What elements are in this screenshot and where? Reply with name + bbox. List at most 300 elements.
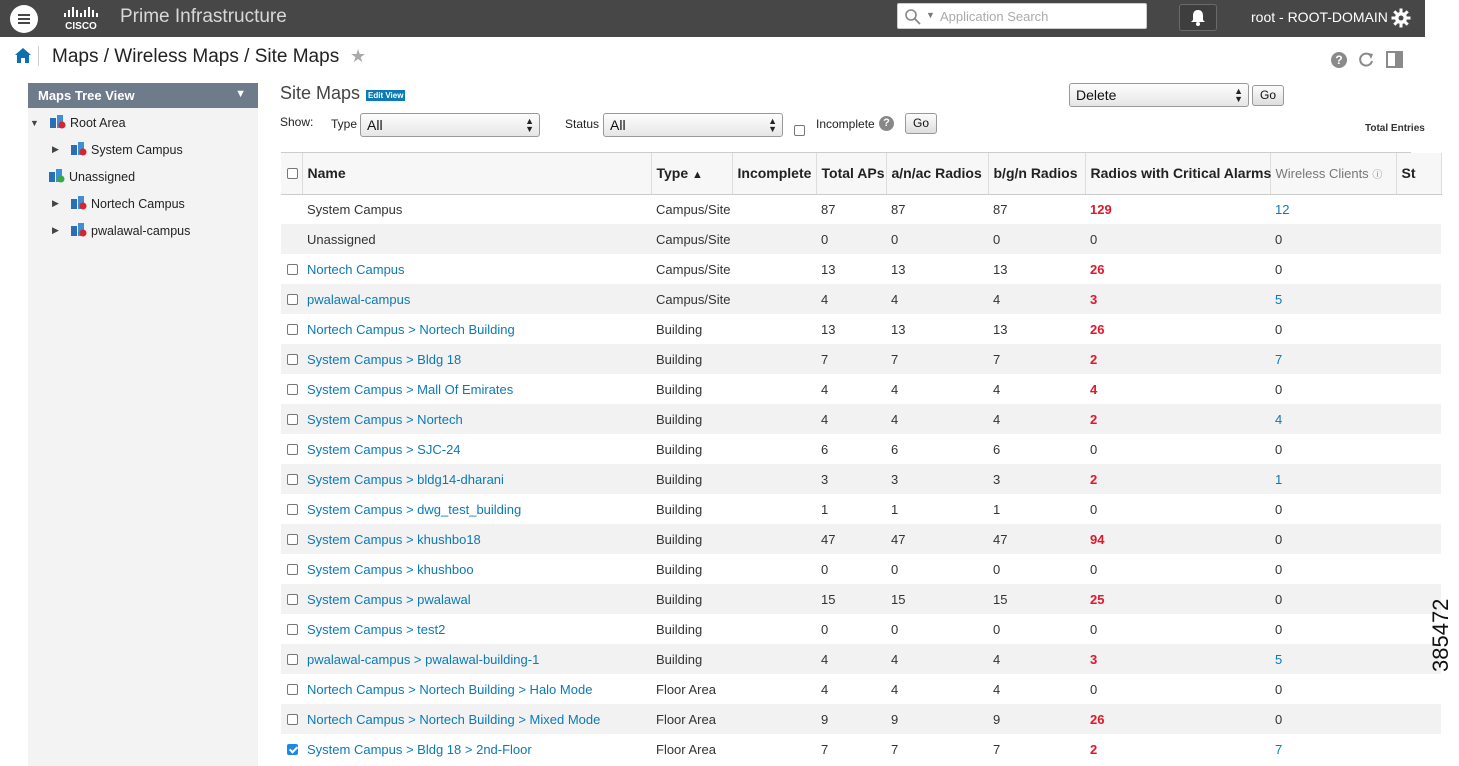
- col-name[interactable]: Name: [302, 153, 651, 194]
- row-bgn-radios: 4: [993, 681, 1001, 697]
- row-checkbox[interactable]: [287, 744, 298, 755]
- application-search[interactable]: [897, 3, 1147, 29]
- row-an-ac-radios: 0: [886, 224, 988, 254]
- row-checkbox-cell: [281, 254, 302, 284]
- type-filter-label: Type: [331, 117, 358, 131]
- site-maps-grid: [281, 153, 1442, 764]
- row-status: [1396, 314, 1441, 344]
- row-an-ac-radios: 0: [891, 621, 899, 637]
- row-critical-alarms: 2: [1085, 464, 1270, 494]
- row-name[interactable]: pwalawal-campus: [302, 284, 651, 314]
- row-checkbox-cell: [281, 224, 302, 254]
- help-icon[interactable]: ?: [879, 116, 894, 131]
- action-select-value: Delete: [1076, 87, 1117, 103]
- row-wireless-clients[interactable]: 4: [1270, 404, 1396, 434]
- row-name[interactable]: Nortech Campus > Nortech Building: [307, 321, 515, 337]
- row-type: Building: [651, 344, 732, 374]
- figure-id: 385472: [1428, 598, 1453, 672]
- row-bgn-radios: 1: [993, 501, 1001, 517]
- row-type: Building: [656, 561, 703, 577]
- row-incomplete: [732, 464, 816, 494]
- table-header-row: [281, 153, 1441, 194]
- row-total-aps: 7: [816, 344, 886, 374]
- row-incomplete: [732, 194, 816, 224]
- row-total-aps: 4: [816, 404, 886, 434]
- row-critical-alarms: 2: [1085, 404, 1270, 434]
- row-type: Campus/Site: [651, 284, 732, 314]
- show-label: Show:: [280, 115, 314, 129]
- row-type: Building: [651, 464, 732, 494]
- row-total-aps: 15: [816, 584, 886, 614]
- search-icon[interactable]: [904, 8, 922, 26]
- row-bgn-radios: 15: [988, 584, 1085, 614]
- cisco-logo: [60, 4, 108, 34]
- status-filter-select[interactable]: [603, 113, 783, 137]
- campus-icon: [70, 141, 87, 156]
- row-an-ac-radios: 87: [891, 201, 906, 217]
- select-arrows-icon: ▲ ▼: [1234, 86, 1243, 104]
- row-status: [1396, 374, 1441, 404]
- row-critical-alarms: 26: [1090, 321, 1105, 337]
- row-an-ac-radios: 4: [886, 404, 988, 434]
- row-checkbox-cell: [281, 614, 302, 644]
- row-name[interactable]: System Campus > pwalawal: [302, 584, 651, 614]
- row-name[interactable]: pwalawal-campus > pwalawal-building-1: [302, 644, 651, 674]
- row-wireless-clients: 0: [1275, 621, 1283, 637]
- row-checkbox-cell: [281, 644, 302, 674]
- row-checkbox-cell: [281, 494, 302, 524]
- tree-header-title: Maps Tree View: [38, 88, 135, 103]
- tree-collapse-toggle[interactable]: ▶: [52, 198, 59, 208]
- notifications-button[interactable]: [1179, 4, 1217, 31]
- row-name[interactable]: System Campus > khushbo18: [302, 524, 651, 554]
- table-row: [281, 194, 1441, 224]
- row-status: [1396, 464, 1441, 494]
- row-checkbox[interactable]: [287, 594, 298, 605]
- row-an-ac-radios: 1: [891, 501, 899, 517]
- tree-item-nortech-campus[interactable]: Nortech Campus: [91, 197, 185, 211]
- row-critical-alarms: 94: [1085, 524, 1270, 554]
- row-checkbox[interactable]: [287, 534, 298, 545]
- row-bgn-radios: 0: [993, 621, 1001, 637]
- row-checkbox-cell: [281, 314, 302, 344]
- row-name[interactable]: System Campus > Bldg 18 > 2nd-Floor: [307, 741, 532, 757]
- row-checkbox[interactable]: [287, 564, 298, 575]
- edit-view-button[interactable]: Edit View: [368, 91, 404, 100]
- row-checkbox[interactable]: [287, 684, 298, 695]
- row-checkbox[interactable]: [287, 264, 298, 275]
- refresh-icon[interactable]: [1357, 51, 1375, 69]
- breadcrumb: Maps / Wireless Maps / Site Maps: [52, 46, 340, 67]
- row-wireless-clients: 0: [1275, 501, 1283, 517]
- help-icon[interactable]: [1330, 51, 1348, 69]
- row-status: [1396, 404, 1441, 434]
- site-maps-table: [281, 152, 1416, 766]
- row-status: [1396, 554, 1441, 584]
- table-body: [281, 194, 1441, 764]
- table-row: [281, 404, 1441, 434]
- row-type: Building: [656, 381, 703, 397]
- row-bgn-radios: 13: [993, 261, 1008, 277]
- row-an-ac-radios: 7: [891, 741, 899, 757]
- table-row: [281, 644, 1441, 674]
- row-critical-alarms: 2: [1090, 741, 1098, 757]
- row-incomplete: [732, 614, 816, 644]
- row-checkbox-cell: [281, 704, 302, 734]
- select-arrows-icon: ▲ ▼: [525, 116, 534, 134]
- row-bgn-radios: 87: [993, 201, 1008, 217]
- home-icon[interactable]: [14, 47, 32, 64]
- row-bgn-radios: 3: [988, 464, 1085, 494]
- col-type-label: Type: [656, 165, 689, 182]
- tree-item-root-area[interactable]: Root Area: [70, 116, 126, 130]
- row-incomplete: [732, 344, 816, 374]
- row-total-aps: 4: [821, 381, 829, 397]
- chevron-down-icon[interactable]: ▼: [235, 88, 246, 100]
- row-checkbox[interactable]: [287, 474, 298, 485]
- row-incomplete: [732, 254, 816, 284]
- tree-expand-toggle[interactable]: ▼: [30, 118, 39, 128]
- row-an-ac-radios: 9: [886, 704, 988, 734]
- row-status: [1396, 344, 1441, 374]
- row-checkbox-cell: [281, 524, 302, 554]
- row-checkbox[interactable]: [287, 714, 298, 725]
- row-incomplete: [732, 374, 816, 404]
- row-name[interactable]: System Campus > bldg14-dharani: [302, 464, 651, 494]
- panel-toggle-icon[interactable]: [1386, 51, 1403, 68]
- row-bgn-radios: 0: [988, 224, 1085, 254]
- row-wireless-clients: 0: [1275, 441, 1283, 457]
- row-name[interactable]: System Campus > Mall Of Emirates: [307, 381, 514, 397]
- row-total-aps: 13: [821, 261, 836, 277]
- row-total-aps: 4: [821, 681, 829, 697]
- table-row: [281, 494, 1441, 524]
- row-type: Building: [651, 644, 732, 674]
- user-domain-label[interactable]: root - ROOT-DOMAIN: [1251, 9, 1388, 25]
- row-an-ac-radios: 4: [886, 284, 988, 314]
- row-incomplete: [732, 314, 816, 344]
- col-an-ac-radios[interactable]: a/n/ac Radios: [886, 153, 988, 194]
- row-incomplete: [732, 494, 816, 524]
- row-wireless-clients: 0: [1275, 681, 1283, 697]
- row-checkbox[interactable]: [287, 444, 298, 455]
- bell-icon: [1180, 5, 1216, 30]
- col-status[interactable]: St: [1396, 153, 1441, 194]
- row-name: System Campus: [307, 201, 403, 217]
- row-incomplete: [732, 554, 816, 584]
- info-icon[interactable]: ⓘ: [1372, 169, 1383, 181]
- row-critical-alarms: 129: [1090, 201, 1112, 217]
- row-type: Campus/Site: [656, 201, 731, 217]
- row-checkbox[interactable]: [287, 504, 298, 515]
- row-wireless-clients: 0: [1275, 561, 1283, 577]
- row-status: [1396, 674, 1441, 704]
- gear-icon[interactable]: [1391, 8, 1411, 28]
- filter-go-button[interactable]: Go: [905, 113, 937, 134]
- row-critical-alarms: 0: [1085, 224, 1270, 254]
- row-type: Building: [651, 404, 732, 434]
- row-type: Floor Area: [656, 681, 716, 697]
- menu-icon[interactable]: [10, 5, 38, 33]
- row-an-ac-radios: 3: [886, 464, 988, 494]
- svg-text:?: ?: [1335, 53, 1343, 67]
- row-an-ac-radios: 6: [891, 441, 899, 457]
- table-row: [281, 344, 1441, 374]
- row-total-aps: 0: [821, 561, 829, 577]
- row-total-aps: 3: [816, 464, 886, 494]
- campus-icon: [70, 195, 87, 210]
- row-bgn-radios: 0: [993, 561, 1001, 577]
- row-an-ac-radios: 47: [886, 524, 988, 554]
- row-wireless-clients: 0: [1270, 704, 1396, 734]
- table-row: [281, 254, 1441, 284]
- row-bgn-radios: 4: [988, 284, 1085, 314]
- row-type: Campus/Site: [656, 261, 731, 277]
- tree-item-unassigned[interactable]: Unassigned: [69, 170, 136, 184]
- col-critical-alarms[interactable]: Radios with Critical Alarms: [1085, 153, 1270, 194]
- row-name[interactable]: System Campus > SJC-24: [307, 441, 461, 457]
- row-type: Building: [656, 501, 703, 517]
- row-critical-alarms: 3: [1085, 284, 1270, 314]
- row-incomplete: [732, 704, 816, 734]
- row-incomplete: [732, 224, 816, 254]
- favorite-star-icon[interactable]: ★: [350, 46, 367, 66]
- row-an-ac-radios: 7: [886, 344, 988, 374]
- col-total-aps[interactable]: Total APs: [816, 153, 886, 194]
- row-total-aps: 1: [821, 501, 829, 517]
- row-status: [1396, 284, 1441, 314]
- table-row: [281, 674, 1441, 704]
- row-critical-alarms: 0: [1090, 441, 1098, 457]
- row-type: Building: [651, 584, 732, 614]
- maps-tree-panel: [28, 83, 258, 766]
- row-bgn-radios: 47: [988, 524, 1085, 554]
- row-type: Building: [656, 321, 703, 337]
- row-incomplete: [732, 404, 816, 434]
- table-row: [281, 704, 1441, 734]
- row-total-aps: 4: [816, 644, 886, 674]
- row-critical-alarms: 3: [1085, 644, 1270, 674]
- row-status: [1396, 734, 1441, 764]
- row-incomplete: [732, 524, 816, 554]
- row-incomplete: [732, 644, 816, 674]
- row-an-ac-radios: 4: [886, 644, 988, 674]
- row-incomplete: [732, 734, 816, 764]
- select-arrows-icon: ▲ ▼: [768, 116, 777, 134]
- tree-item-pwalawal-campus[interactable]: pwalawal-campus: [91, 224, 191, 238]
- total-entries-label: Total Entries: [1365, 123, 1425, 134]
- table-row: [281, 584, 1441, 614]
- table-row: [281, 284, 1441, 314]
- type-filter-value: All: [367, 117, 383, 133]
- row-total-aps: 0: [816, 224, 886, 254]
- row-an-ac-radios: 4: [891, 681, 899, 697]
- col-type[interactable]: [651, 153, 732, 194]
- table-row: [281, 224, 1441, 254]
- row-total-aps: 6: [821, 441, 829, 457]
- table-row: [281, 314, 1441, 344]
- sort-ascending-icon: ▲: [692, 169, 703, 182]
- app-title: Prime Infrastructure: [120, 6, 287, 27]
- row-bgn-radios: 6: [993, 441, 1001, 457]
- row-status: [1396, 194, 1441, 224]
- col-incomplete[interactable]: Incomplete: [732, 153, 816, 194]
- col-bgn-radios[interactable]: b/g/n Radios: [988, 153, 1085, 194]
- row-status: [1396, 254, 1441, 284]
- unassigned-icon: [48, 168, 65, 183]
- row-an-ac-radios: 4: [891, 381, 899, 397]
- site-icon: [49, 114, 66, 129]
- row-critical-alarms: 4: [1090, 381, 1098, 397]
- col-wireless-clients-label: Wireless Clients: [1275, 165, 1369, 181]
- select-all-cell: [281, 153, 302, 194]
- row-an-ac-radios: 13: [891, 321, 906, 337]
- search-input[interactable]: [940, 7, 1140, 25]
- row-wireless-clients[interactable]: 5: [1270, 284, 1396, 314]
- row-checkbox-cell: [281, 734, 302, 764]
- row-incomplete: [732, 674, 816, 704]
- tree-header[interactable]: [28, 83, 258, 108]
- row-wireless-clients: 0: [1275, 321, 1283, 337]
- tree-collapse-toggle[interactable]: ▶: [52, 225, 59, 235]
- row-critical-alarms: 2: [1085, 344, 1270, 374]
- row-name[interactable]: Nortech Campus: [307, 261, 405, 277]
- row-wireless-clients[interactable]: 7: [1270, 344, 1396, 374]
- type-filter-select[interactable]: [360, 113, 540, 137]
- row-type: Building: [651, 524, 732, 554]
- row-name: Unassigned: [302, 224, 651, 254]
- row-name[interactable]: System Campus > test2: [307, 621, 446, 637]
- row-name[interactable]: System Campus > Bldg 18: [302, 344, 651, 374]
- row-name[interactable]: System Campus > khushboo: [307, 561, 474, 577]
- row-checkbox-cell: [281, 374, 302, 404]
- row-checkbox-cell: [281, 284, 302, 314]
- row-checkbox-cell: [281, 554, 302, 584]
- row-total-aps: 87: [821, 201, 836, 217]
- row-status: [1396, 494, 1441, 524]
- row-bgn-radios: 9: [988, 704, 1085, 734]
- row-critical-alarms: 0: [1090, 561, 1098, 577]
- row-wireless-clients: 0: [1270, 584, 1396, 614]
- table-row: [281, 464, 1441, 494]
- svg-text:CISCO: CISCO: [65, 21, 97, 32]
- row-critical-alarms: 26: [1090, 261, 1105, 277]
- row-checkbox[interactable]: [287, 624, 298, 635]
- row-bgn-radios: 4: [988, 644, 1085, 674]
- row-checkbox[interactable]: [287, 384, 298, 395]
- row-name[interactable]: Nortech Campus > Nortech Building > Halo Mode: [307, 681, 593, 697]
- row-status: [1396, 224, 1441, 254]
- tree-collapse-toggle[interactable]: ▶: [52, 144, 59, 154]
- row-critical-alarms: 0: [1090, 501, 1098, 517]
- row-bgn-radios: 13: [993, 321, 1008, 337]
- row-status: [1396, 704, 1441, 734]
- page-title: Site Maps: [280, 83, 361, 103]
- top-bar: [0, 0, 1425, 37]
- row-bgn-radios: 4: [993, 381, 1001, 397]
- row-bgn-radios: 7: [993, 741, 1001, 757]
- tree-item-system-campus[interactable]: System Campus: [91, 143, 183, 157]
- row-name[interactable]: System Campus > Nortech: [302, 404, 651, 434]
- row-checkbox[interactable]: [287, 294, 298, 305]
- row-status: [1396, 434, 1441, 464]
- row-wireless-clients[interactable]: 7: [1275, 741, 1283, 757]
- row-wireless-clients[interactable]: 1: [1270, 464, 1396, 494]
- table-row: [281, 434, 1441, 464]
- row-wireless-clients: 0: [1275, 261, 1283, 277]
- row-total-aps: 9: [816, 704, 886, 734]
- row-checkbox-cell: [281, 674, 302, 704]
- table-row: [281, 734, 1441, 764]
- row-critical-alarms: 0: [1090, 621, 1098, 637]
- row-wireless-clients[interactable]: 5: [1270, 644, 1396, 674]
- row-incomplete: [732, 284, 816, 314]
- row-type: Campus/Site: [651, 224, 732, 254]
- row-checkbox[interactable]: [287, 354, 298, 365]
- row-total-aps: 0: [821, 621, 829, 637]
- row-critical-alarms: 0: [1090, 681, 1098, 697]
- table-row: [281, 524, 1441, 554]
- row-checkbox-cell: [281, 344, 302, 374]
- table-row: [281, 614, 1441, 644]
- row-type: Floor Area: [651, 704, 732, 734]
- row-critical-alarms: 25: [1085, 584, 1270, 614]
- row-wireless-clients: 0: [1270, 224, 1396, 254]
- col-wireless-clients[interactable]: [1270, 153, 1396, 194]
- incomplete-label: Incomplete: [816, 117, 875, 131]
- row-status: [1396, 524, 1441, 554]
- row-type: Floor Area: [656, 741, 716, 757]
- select-all-checkbox[interactable]: [287, 168, 298, 179]
- row-bgn-radios: 4: [988, 404, 1085, 434]
- row-an-ac-radios: 13: [891, 261, 906, 277]
- row-incomplete: [732, 434, 816, 464]
- row-checkbox[interactable]: [287, 414, 298, 425]
- action-go-button[interactable]: Go: [1252, 85, 1284, 106]
- campus-icon: [70, 222, 87, 237]
- row-wireless-clients[interactable]: 12: [1275, 201, 1290, 217]
- row-checkbox-cell: [281, 194, 302, 224]
- row-checkbox-cell: [281, 434, 302, 464]
- row-checkbox-cell: [281, 404, 302, 434]
- chevron-down-icon[interactable]: ▼: [926, 10, 935, 20]
- table-row: [281, 374, 1441, 404]
- status-filter-value: All: [610, 117, 626, 133]
- action-select[interactable]: [1069, 83, 1249, 107]
- row-type: Building: [656, 441, 703, 457]
- row-name[interactable]: System Campus > dwg_test_building: [307, 501, 522, 517]
- row-total-aps: 47: [816, 524, 886, 554]
- row-incomplete: [732, 584, 816, 614]
- breadcrumb-divider: [38, 46, 39, 66]
- incomplete-checkbox[interactable]: [794, 125, 805, 136]
- row-name[interactable]: Nortech Campus > Nortech Building > Mixed Mode: [302, 704, 651, 734]
- row-checkbox[interactable]: [287, 654, 298, 665]
- row-wireless-clients: 0: [1270, 524, 1396, 554]
- row-an-ac-radios: 15: [886, 584, 988, 614]
- row-total-aps: 4: [816, 284, 886, 314]
- row-an-ac-radios: 0: [891, 561, 899, 577]
- row-type: Building: [656, 621, 703, 637]
- row-bgn-radios: 7: [988, 344, 1085, 374]
- status-filter-label: Status: [565, 117, 600, 131]
- row-total-aps: 13: [821, 321, 836, 337]
- row-total-aps: 7: [821, 741, 829, 757]
- row-checkbox[interactable]: [287, 324, 298, 335]
- row-critical-alarms: 26: [1085, 704, 1270, 734]
- row-checkbox-cell: [281, 584, 302, 614]
- row-checkbox-cell: [281, 464, 302, 494]
